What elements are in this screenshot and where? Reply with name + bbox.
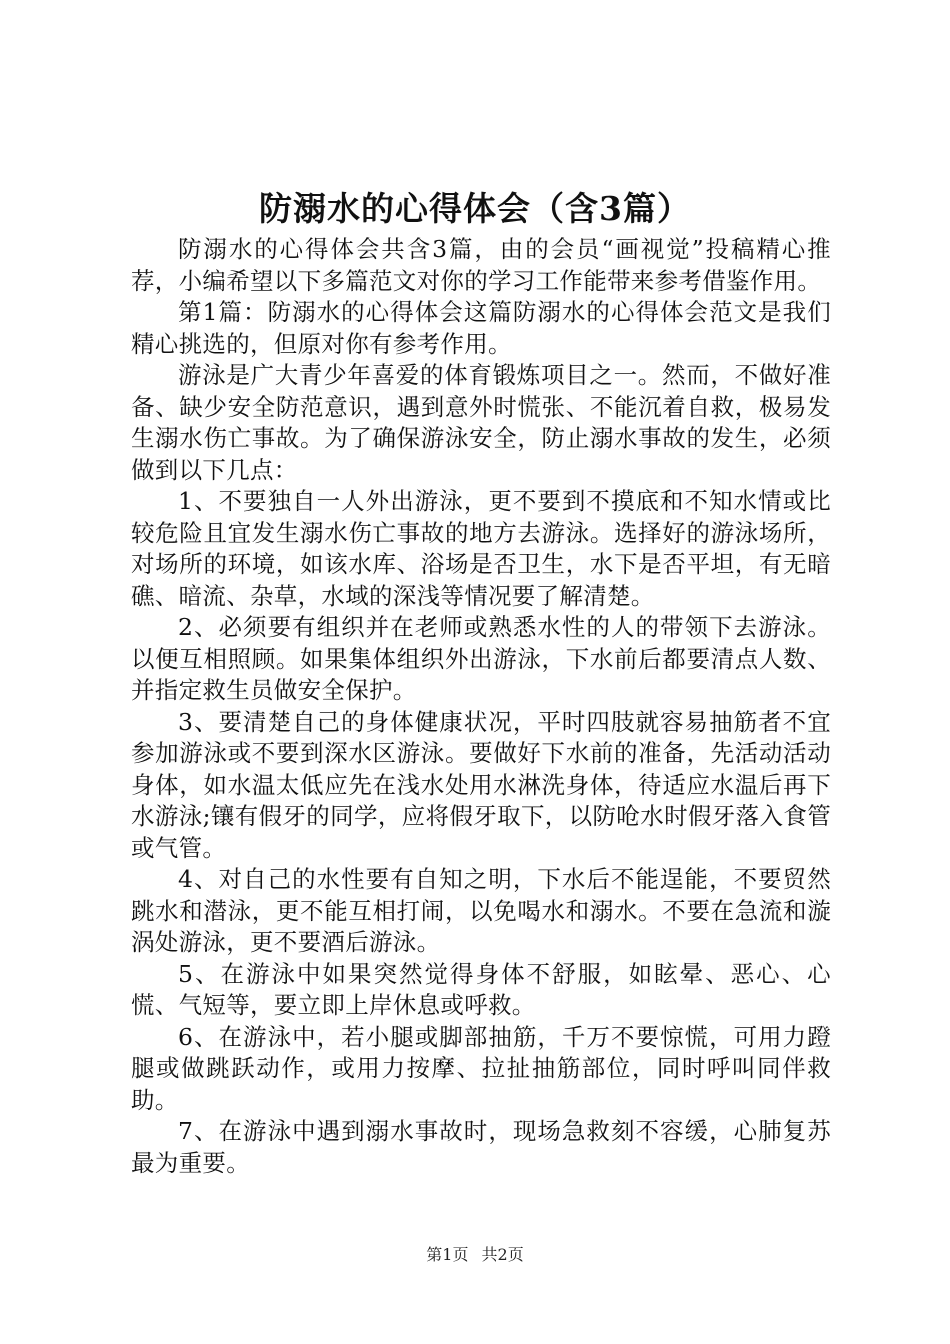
list-item-3: 3、要清楚自己的身体健康状况，平时四肢就容易抽筋者不宜参加游泳或不要到深水区游泳。要做好下水前的准备，先活动活动身体，如水温太低应先在浅水处用水淋洗身体，待适应水温后再下水游泳;镶有假牙的同学，应将假牙取下，以防呛水时假牙落入食管或气管。 [131, 707, 831, 862]
section-heading-paragraph: 第1篇：防溺水的心得体会这篇防溺水的心得体会范文是我们精心挑选的，但原对你有参考作用。 [131, 298, 831, 358]
list-item-6: 6、在游泳中，若小腿或脚部抽筋，千万不要惊慌，可用力蹬腿或做跳跃动作，或用力按摩、拉扯抽筋部位，同时呼叫同伴救助。 [131, 1022, 831, 1114]
total-page-count: 共2页 [481, 1245, 524, 1264]
list-item-5: 5、在游泳中如果突然觉得身体不舒服，如眩晕、恶心、心慌、气短等，要立即上岸休息或呼救。 [131, 959, 831, 1019]
list-item-4: 4、对自己的水性要有自知之明，下水后不能逞能，不要贸然跳水和潜泳，更不能互相打闹，以免喝水和溺水。不要在急流和漩涡处游泳，更不要酒后游泳。 [131, 865, 831, 956]
body-paragraph: 游泳是广大青少年喜爱的体育锻炼项目之一。然而，不做好准备、缺少安全防范意识，遇到意外时慌张、不能沉着自救，极易发生溺水伤亡事故。为了确保游泳安全，防止溺水事故的发生，必须做到以下几点： [131, 361, 831, 484]
document-title: 防溺水的心得体会（含3篇） [259, 189, 691, 228]
list-item-7: 7、在游泳中遇到溺水事故时，现场急救刻不容缓，心肺复苏最为重要。 [131, 1117, 831, 1177]
current-page-number: 第1页 [426, 1245, 469, 1264]
list-item-2: 2、必须要有组织并在老师或熟悉水性的人的带领下去游泳。以便互相照顾。如果集体组织外出游泳，下水前后都要清点人数、并指定救生员做安全保护。 [131, 613, 831, 704]
document-body [131, 234, 831, 1179]
page-footer [0, 1243, 950, 1267]
intro-paragraph: 防溺水的心得体会共含3篇，由的会员“画视觉”投稿精心推荐，小编希望以下多篇范文对你的学习工作能带来参考借鉴作用。 [131, 235, 831, 295]
list-item-1: 1、不要独自一人外出游泳，更不要到不摸底和不知水情或比较危险且宜发生溺水伤亡事故的地方去游泳。选择好的游泳场所，对场所的环境，如该水库、浴场是否卫生，水下是否平坦，有无暗礁、暗流、杂草，水域的深浅等情况要了解清楚。 [131, 487, 831, 610]
